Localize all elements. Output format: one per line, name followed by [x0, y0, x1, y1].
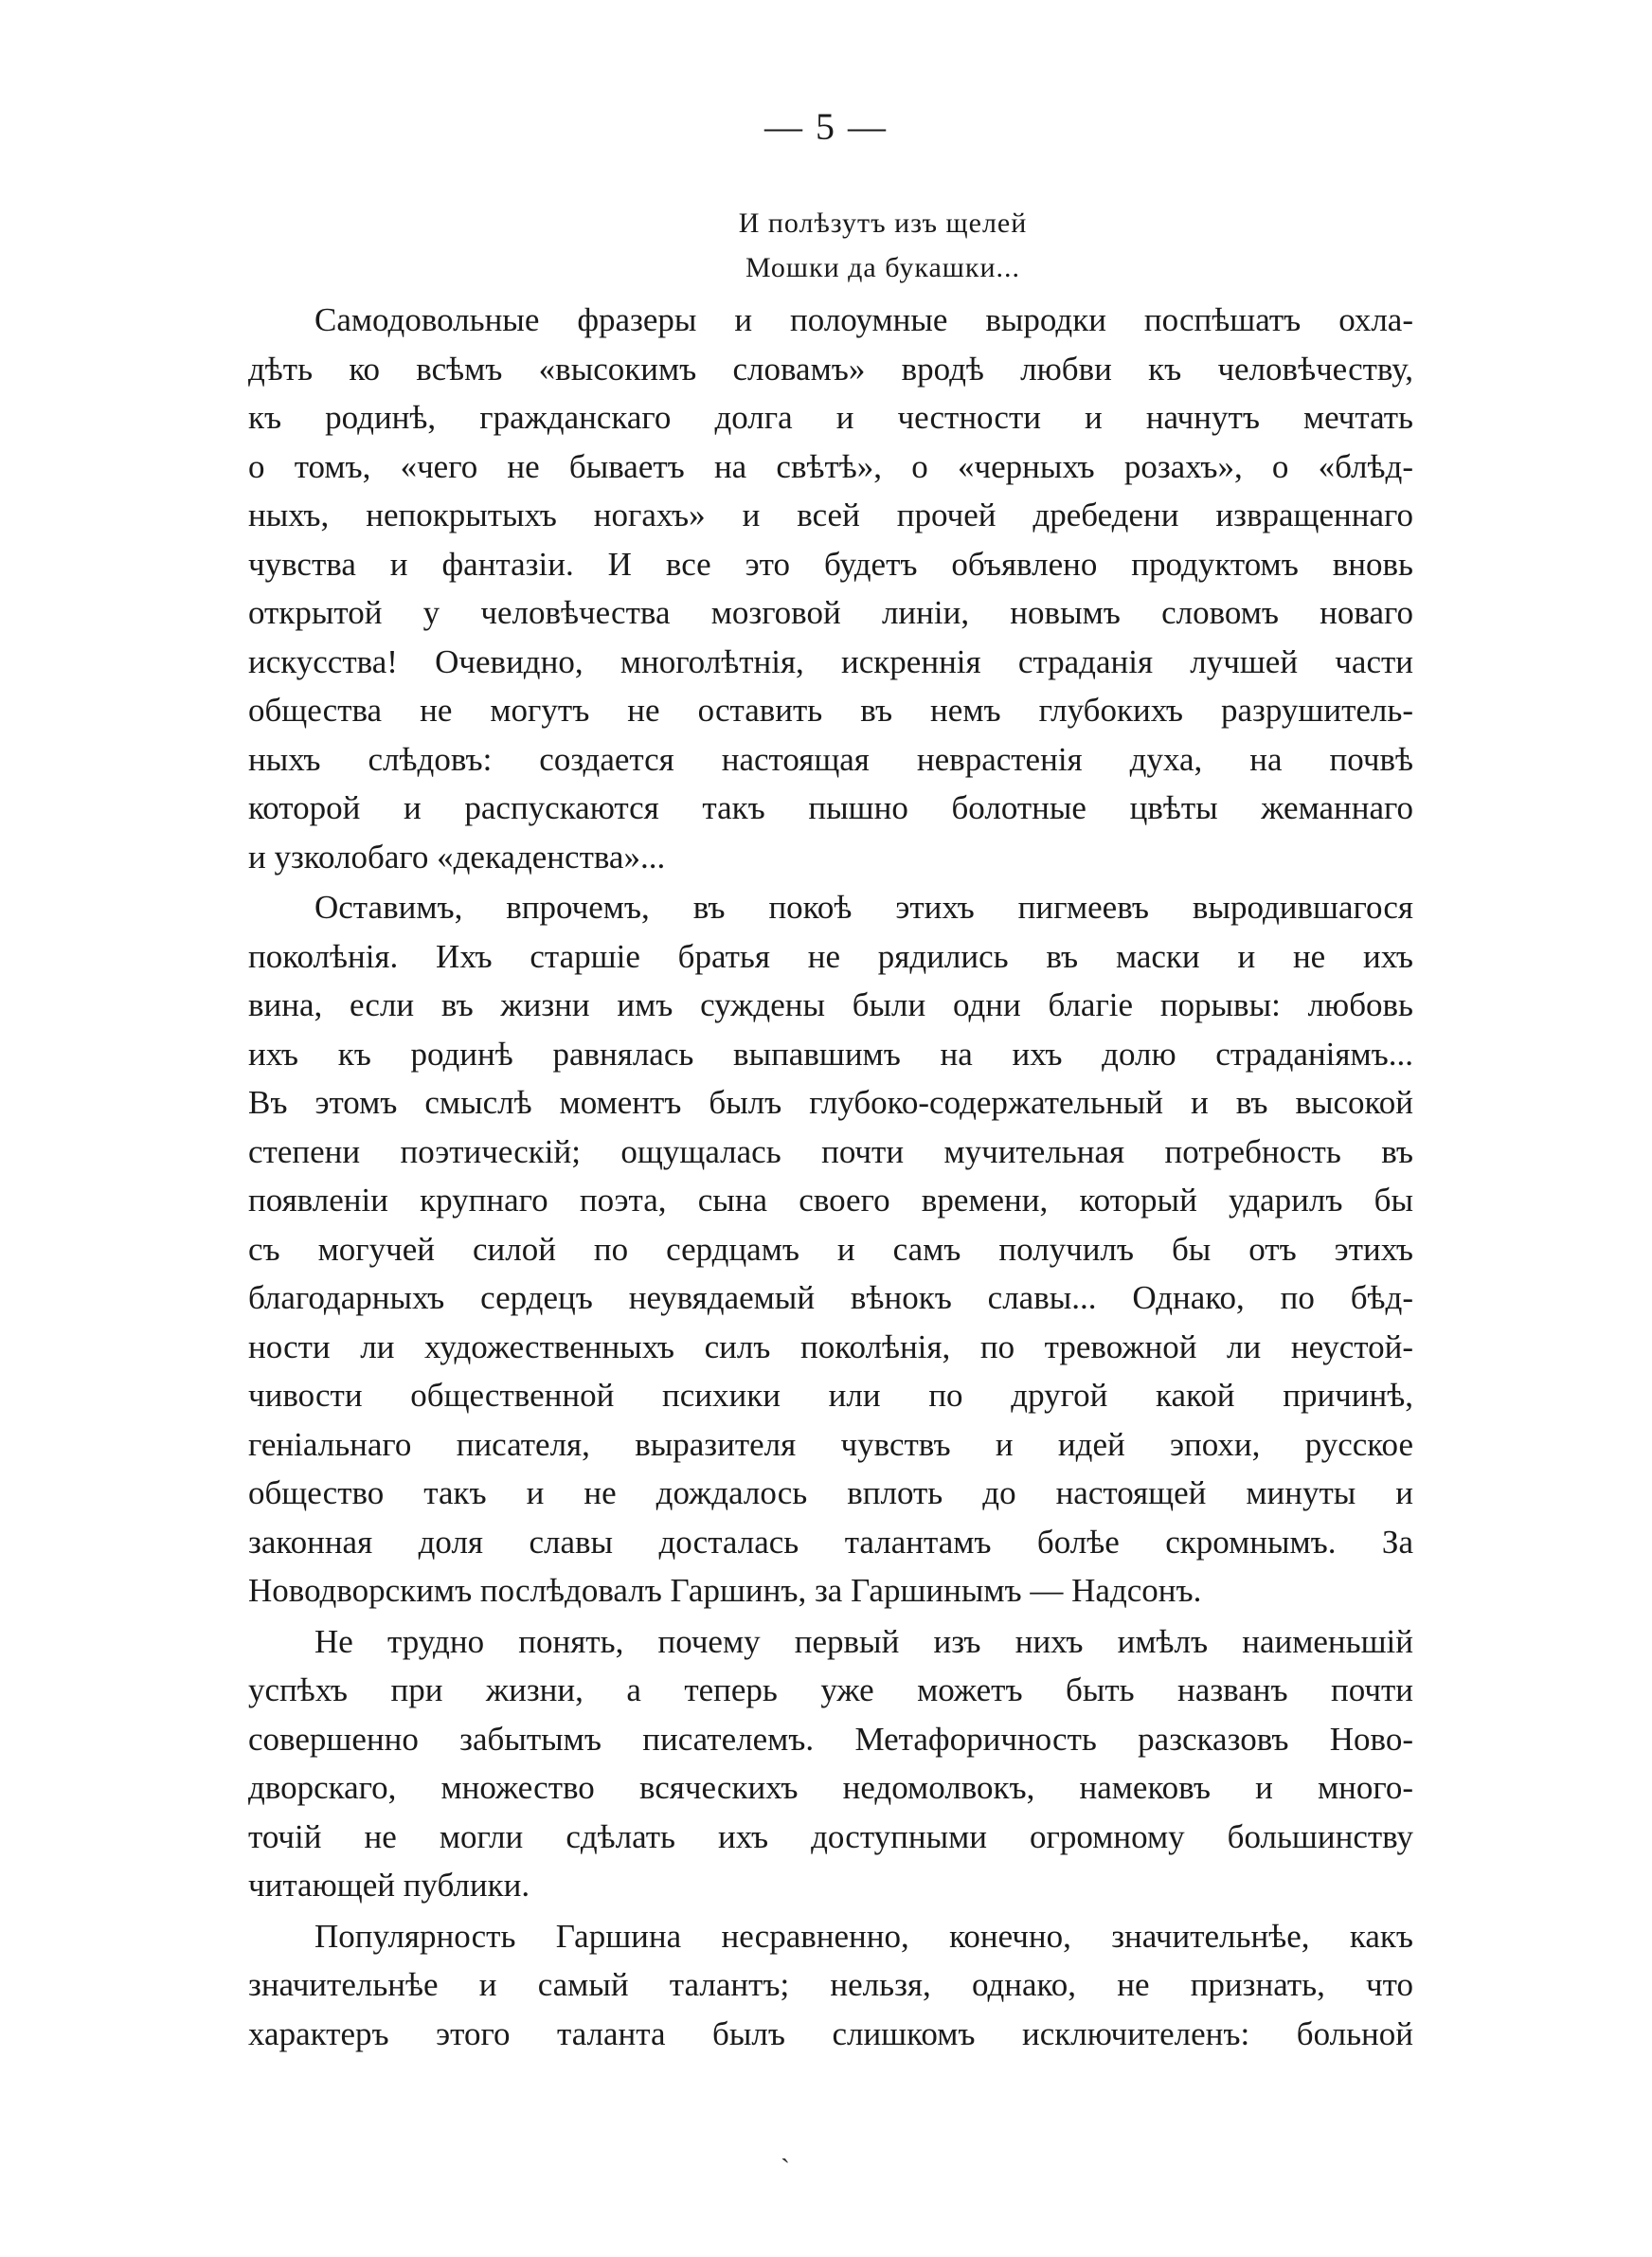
- text-line: чувства и фантазіи. И все это будетъ объявлено продуктомъ вновь: [248, 545, 1413, 583]
- paragraph: [248, 883, 1413, 1616]
- paragraph: [248, 296, 1413, 881]
- text-line: появленіи крупнаго поэта, сына своего времени, который ударилъ бы: [248, 1182, 1413, 1219]
- text-line: поколѣнія. Ихъ старшіе братья не рядились въ маски и не ихъ: [248, 937, 1413, 975]
- text-line: степени поэтическій; ощущалась почти мучительная потребность въ: [248, 1132, 1413, 1170]
- text-line: открытой у человѣчества мозговой линіи, новымъ словомъ новаго: [248, 594, 1413, 631]
- text-line: которой и распускаются такъ пышно болотные цвѣты жеманнаго: [248, 789, 1413, 826]
- text-line: дворскаго, множество всяческихъ недомолвокъ, намековъ и много-: [248, 1769, 1413, 1806]
- text-line: совершенно забытымъ писателемъ. Метафоричность разсказовъ Ново-: [248, 1720, 1413, 1758]
- page-number: — 5 —: [764, 105, 888, 148]
- text-line: точій не могли сдѣлать ихъ доступными огромному большинству: [248, 1817, 1413, 1855]
- text-line: къ родинѣ, гражданскаго долга и честности и начнутъ мечтать: [248, 399, 1413, 436]
- ink-speck: ˏ: [781, 2132, 790, 2163]
- text-line: Самодовольные фразеры и полоумные выродки поспѣшатъ охла-: [314, 301, 1413, 338]
- text-line: ныхъ, непокрытыхъ ногахъ» и всей прочей дребедени извращеннаго: [248, 497, 1413, 533]
- text-line: благодарныхъ сердецъ неувядаемый вѣнокъ славы... Однако, по бѣд-: [248, 1279, 1413, 1316]
- text-line: читающей публики.: [248, 1867, 530, 1904]
- text-line: значительнѣе и самый талантъ; нельзя, однако, не признать, что: [248, 1966, 1413, 2003]
- text-line: дѣть ко всѣмъ «высокимъ словамъ» вродѣ любви къ человѣчеству,: [248, 350, 1413, 388]
- text-line: Оставимъ, впрочемъ, въ покоѣ этихъ пигмеевъ выродившагося: [314, 889, 1413, 926]
- paragraph: [248, 1617, 1413, 1910]
- text-line: ихъ къ родинѣ равнялась выпавшимъ на ихъ долю страданіямъ...: [248, 1035, 1413, 1073]
- epigraph: [0, 201, 1652, 290]
- text-line: характеръ этого таланта былъ слишкомъ исключителенъ: больной: [248, 2014, 1413, 2052]
- text-line: о томъ, «чего не бываетъ на свѣтѣ», о «черныхъ розахъ», о «блѣд-: [248, 447, 1413, 485]
- text-line: общество такъ и не дождалось вплоть до настоящей минуты и: [248, 1474, 1413, 1511]
- text-line: искусства! Очевидно, многолѣтнія, искреннія страданія лучшей части: [248, 642, 1413, 680]
- text-line: геніальнаго писателя, выразителя чувствъ и идей эпохи, русское: [248, 1425, 1413, 1463]
- text-line: Новодворскимъ послѣдовалъ Гаршинъ, за Гаршинымъ — Надсонъ.: [248, 1572, 1202, 1609]
- text-line: Въ этомъ смыслѣ моментъ былъ глубоко-содержательный и въ высокой: [248, 1084, 1413, 1121]
- paragraph: [248, 1912, 1413, 2059]
- body-text: [248, 296, 1413, 2058]
- text-line: вина, если въ жизни имъ суждены были одни благіе порывы: любовь: [248, 986, 1413, 1023]
- text-line: общества не могутъ не оставить въ немъ глубокихъ разрушитель-: [248, 692, 1413, 729]
- text-line: Не трудно понять, почему первый изъ нихъ имѣлъ наименьшій: [314, 1622, 1413, 1660]
- text-line: ныхъ слѣдовъ: создается настоящая неврастенія духа, на почвѣ: [248, 740, 1413, 778]
- text-line: и узколобаго «декаденства»...: [248, 838, 666, 876]
- text-line: законная доля славы досталась талантамъ болѣе скромнымъ. За: [248, 1523, 1413, 1561]
- epigraph-line: Мошки да букашки...: [745, 252, 1021, 283]
- text-line: успѣхъ при жизни, а теперь уже можетъ быть названъ почти: [248, 1671, 1413, 1708]
- epigraph-line: И полѣзутъ изъ щелей: [738, 208, 1028, 239]
- text-line: Популярность Гаршина несравненно, конечно, значительнѣе, какъ: [314, 1917, 1413, 1955]
- text-line: чивости общественной психики или по другой какой причинѣ,: [248, 1377, 1413, 1414]
- text-line: ности ли художественныхъ силъ поколѣнія, по тревожной ли неустой-: [248, 1327, 1413, 1365]
- text-line: съ могучей силой по сердцамъ и самъ получилъ бы отъ этихъ: [248, 1230, 1413, 1268]
